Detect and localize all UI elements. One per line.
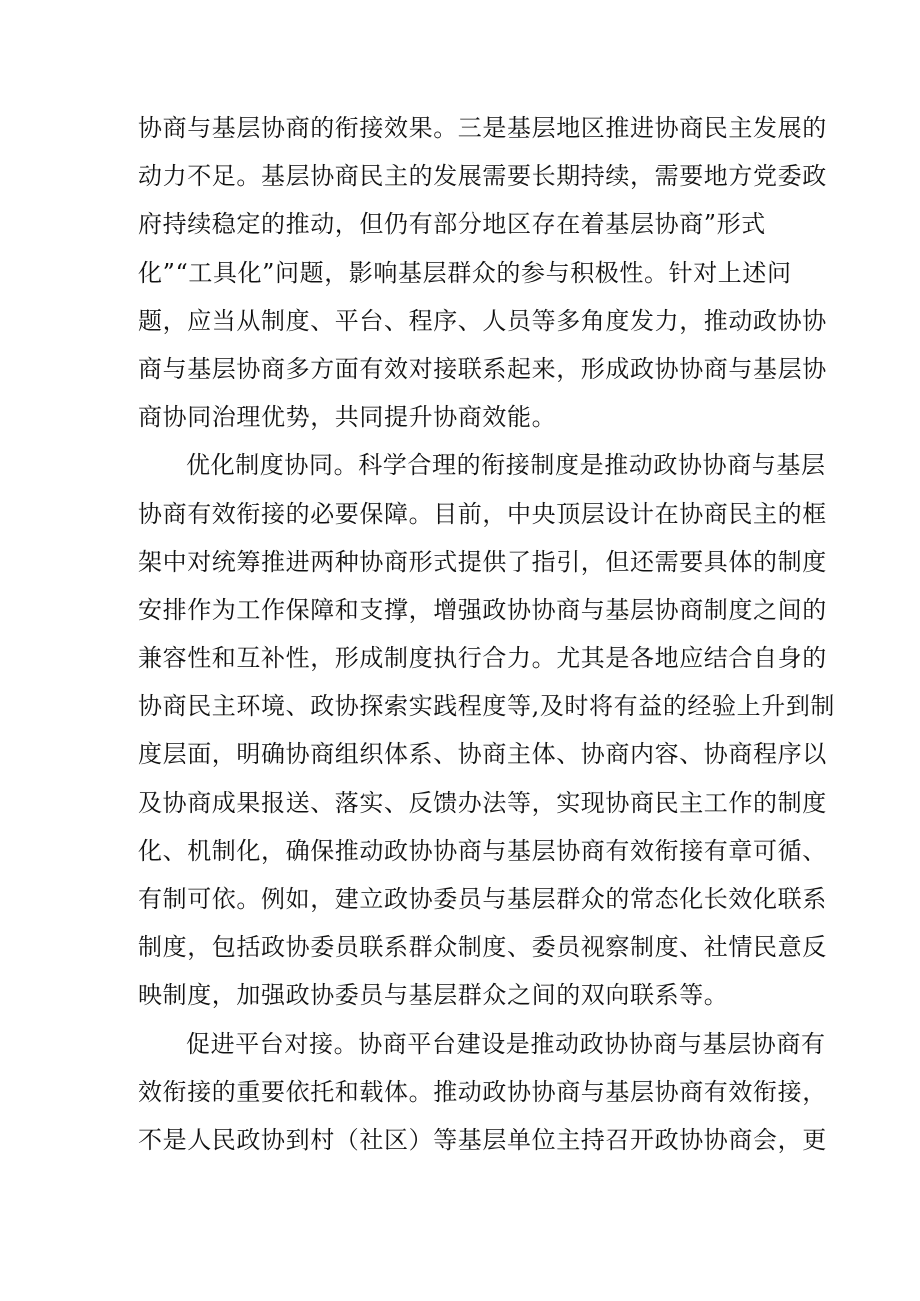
text-line: 架中对统筹推进两种协商形式提供了指引，但还需要具体的制度 [138, 547, 827, 576]
text-line: 题，应当从制度、平台、程序、人员等多角度发力，推动政协协 [138, 306, 827, 335]
text-line: 协商民主环境、政协探索实践程度等,及时将有益的经验上升到制 [138, 692, 836, 721]
text-line: 商协同治理优势，共同提升协商效能。 [138, 403, 557, 432]
paragraph-start-line: 促进平台对接。协商平台建设是推动政协协商与基层协商有 [186, 1029, 826, 1058]
paragraph-start-line: 优化制度协同。科学合理的衔接制度是推动政协协商与基层 [186, 451, 826, 480]
text-line: 兼容性和互补性，形成制度执行合力。尤其是各地应结合自身的 [138, 644, 827, 673]
text-line: 制度，包括政协委员联系群众制度、委员视察制度、社情民意反 [138, 933, 827, 962]
text-line: 协商有效衔接的必要保障。目前，中央顶层设计在协商民主的框 [138, 499, 827, 528]
text-line: 协商与基层协商的衔接效果。三是基层地区推进协商民主发展的 [138, 114, 827, 142]
text-line: 安排作为工作保障和支撑，增强政协协商与基层协商制度之间的 [138, 595, 827, 624]
text-line: 动力不足。基层协商民主的发展需要长期持续，需要地方党委政 [138, 162, 827, 191]
text-line: 府持续稳定的推动，但仍有部分地区存在着基层协商”形式 [138, 210, 766, 239]
text-line: 有制可依。例如，建立政协委员与基层群众的常态化长效化联系 [138, 885, 827, 913]
text-line: 度层面，明确协商组织体系、协商主体、协商内容、协商程序以 [138, 740, 827, 769]
text-line: 化”“工具化”问题，影响基层群众的参与积极性。针对上述问 [138, 258, 792, 287]
body-text [138, 104, 836, 1164]
text-line: 及协商成果报送、落实、反馈办法等，实现协商民主工作的制度 [138, 788, 827, 817]
text-line: 效衔接的重要依托和载体。推动政协协商与基层协商有效衔接， [138, 1077, 827, 1106]
text-line: 商与基层协商多方面有效对接联系起来，形成政协协商与基层协 [138, 354, 827, 383]
text-line: 映制度，加强政协委员与基层群众之间的双向联系等。 [138, 981, 729, 1010]
text-line: 不是人民政协到村（社区）等基层单位主持召开政协协商会，更 [138, 1125, 827, 1154]
text-line: 化、机制化，确保推动政协协商与基层协商有效衔接有章可循、 [138, 836, 827, 865]
